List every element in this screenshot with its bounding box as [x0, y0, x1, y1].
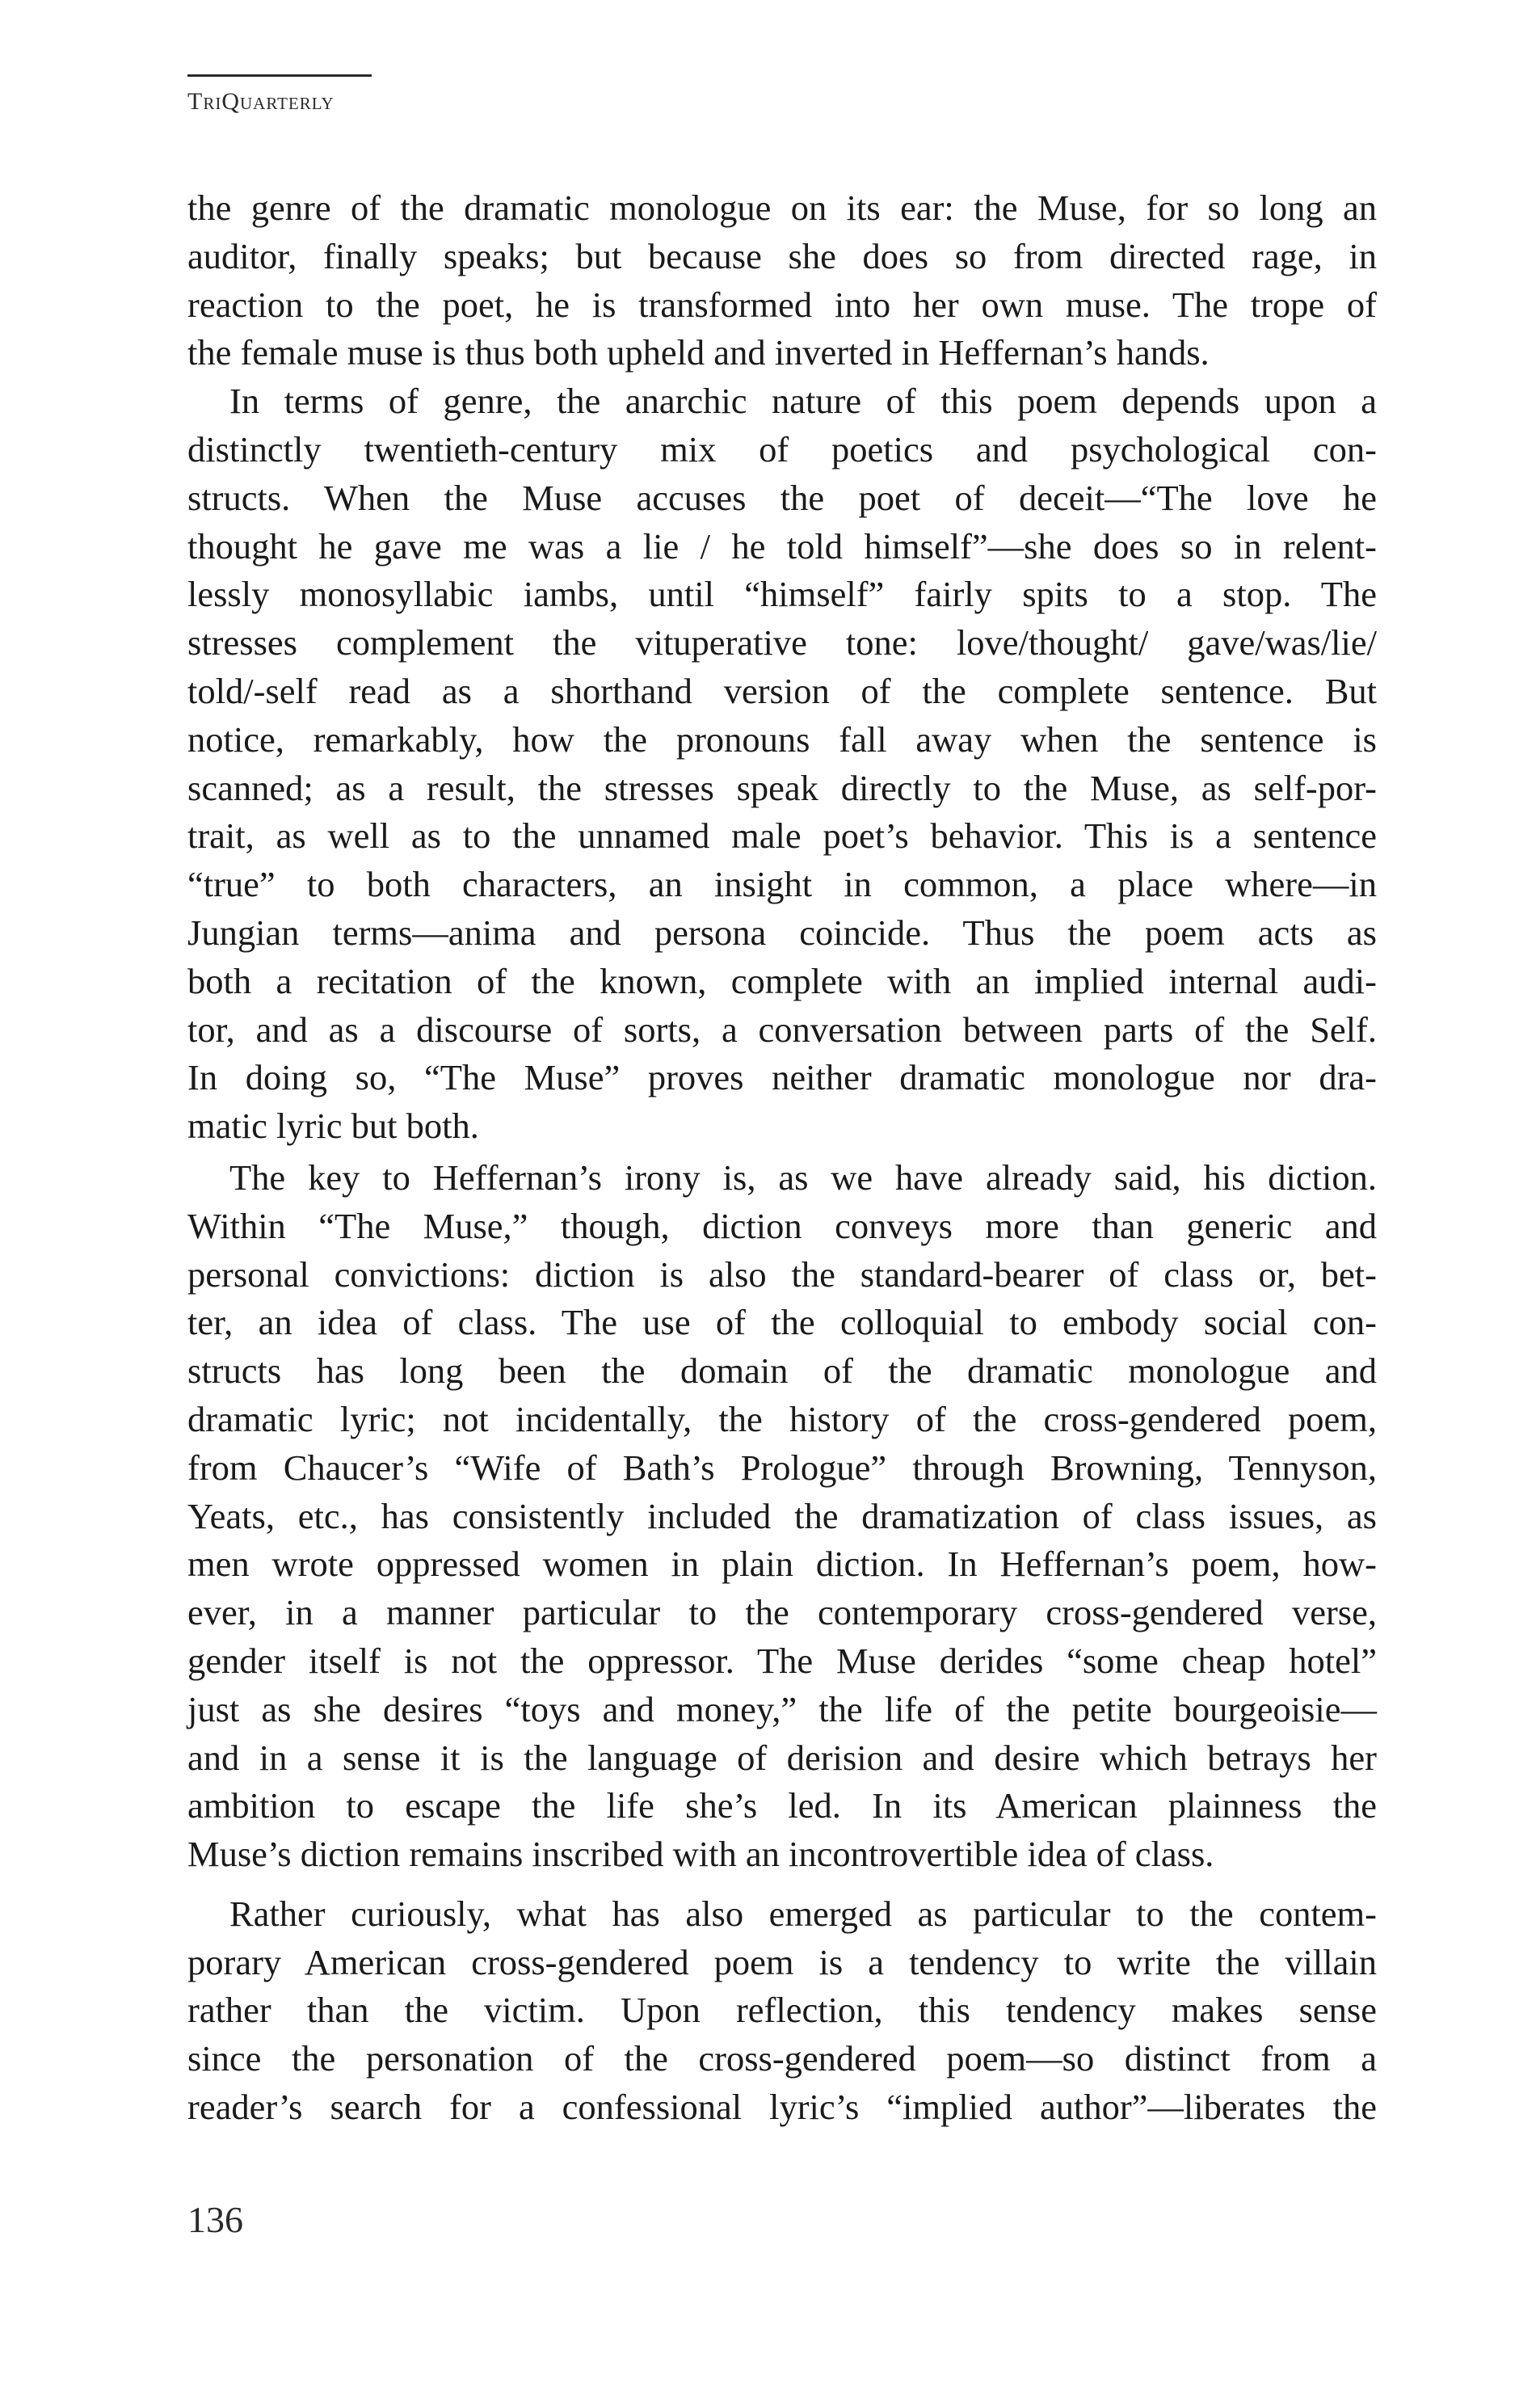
text-line: since the personation of the cross-gendered poem—so distinct from a: [187, 2038, 1377, 2079]
text-line: matic lyric but both.: [187, 1106, 479, 1147]
paragraph: [187, 1154, 1377, 1879]
paragraph: [187, 1890, 1377, 2132]
text-line: ambition to escape the life she’s led. In its American plainness the: [187, 1785, 1377, 1826]
text-line: personal convictions: diction is also the standard-bearer of class or, bet-: [187, 1253, 1377, 1295]
text-line: Jungian terms—anima and persona coincide. Thus the poem acts as: [187, 912, 1377, 953]
text-line: the genre of the dramatic monologue on its ear: the Muse, for so long an: [187, 187, 1377, 228]
text-line: auditor, finally speaks; but because she does so from directed rage, in: [187, 235, 1377, 276]
text-line: lessly monosyllabic iambs, until “himself” fairly spits to a stop. The: [187, 574, 1377, 615]
text-line: and in a sense it is the language of derision and desire which betrays her: [187, 1737, 1377, 1778]
text-line: structs has long been the domain of the dramatic monologue and: [187, 1350, 1377, 1392]
text-line: In doing so, “The Muse” proves neither dramatic monologue nor dra-: [187, 1057, 1377, 1098]
text-line: notice, remarkably, how the pronouns fall away when the sentence is: [187, 718, 1377, 760]
header-rule: [187, 74, 372, 77]
text-line: Yeats, etc., has consistently included the dramatization of class issues, as: [187, 1495, 1377, 1536]
text-line: thought he gave me was a lie / he told himself”—she does so in relent-: [187, 525, 1377, 567]
text-line: distinctly twentieth-century mix of poetics and psychological con-: [187, 428, 1377, 470]
text-line: trait, as well as to the unnamed male poet’s behavior. This is a sentence: [187, 815, 1377, 857]
text-line: tor, and as a discourse of sorts, a conversation between parts of the Self.: [187, 1009, 1377, 1050]
text-line: Rather curiously, what has also emerged as particular to the contem-: [229, 1893, 1377, 1934]
text-line: In terms of genre, the anarchic nature of this poem depends upon a: [229, 381, 1377, 422]
text-line: ever, in a manner particular to the contemporary cross-gendered verse,: [187, 1592, 1377, 1633]
text-line: told/-self read as a shorthand version of the complete sentence. But: [187, 670, 1377, 711]
text-line: scanned; as a result, the stresses speak directly to the Muse, as self-por-: [187, 767, 1377, 808]
text-line: Muse’s diction remains inscribed with an incontrovertible idea of class.: [187, 1834, 1214, 1875]
journal-title: TriQuarterly: [187, 88, 335, 115]
paragraph: [187, 377, 1377, 1151]
text-line: rather than the victim. Upon reflection, this tendency makes sense: [187, 1990, 1377, 2031]
text-line: reader’s search for a confessional lyric’s “implied author”—liberates the: [187, 2087, 1377, 2128]
text-line: porary American cross-gendered poem is a tendency to write the villain: [187, 1941, 1377, 1982]
text-line: just as she desires “toys and money,” the life of the petite bourgeoisie—: [187, 1688, 1377, 1729]
text-line: the female muse is thus both upheld and inverted in Heffernan’s hands.: [187, 332, 1210, 373]
text-line: men wrote oppressed women in plain diction. In Heffernan’s poem, how-: [187, 1544, 1377, 1585]
text-line: ter, an idea of class. The use of the colloquial to embody social con-: [187, 1302, 1377, 1343]
text-line: The key to Heffernan’s irony is, as we have already said, his diction.: [229, 1156, 1377, 1198]
running-head: [187, 74, 372, 116]
text-line: stresses complement the vituperative tone: love/thought/ gave/was/lie/: [187, 622, 1377, 663]
body-text: [187, 184, 1377, 2132]
text-line: Within “The Muse,” though, diction conveys more than generic and: [187, 1205, 1377, 1246]
paragraph: [187, 184, 1377, 377]
text-line: both a recitation of the known, complete with an implied internal audi-: [187, 960, 1377, 1001]
page-number: 136: [187, 2199, 243, 2240]
text-line: dramatic lyric; not incidentally, the history of the cross-gendered poem,: [187, 1398, 1377, 1439]
text-line: reaction to the poet, he is transformed into her own muse. The trope of: [187, 284, 1377, 325]
text-line: “true” to both characters, an insight in common, a place where—in: [187, 864, 1377, 905]
text-line: structs. When the Muse accuses the poet of deceit—“The love he: [187, 477, 1377, 518]
text-line: gender itself is not the oppressor. The Muse derides “some cheap hotel”: [187, 1640, 1377, 1681]
text-line: from Chaucer’s “Wife of Bath’s Prologue” through Browning, Tennyson,: [187, 1447, 1377, 1488]
